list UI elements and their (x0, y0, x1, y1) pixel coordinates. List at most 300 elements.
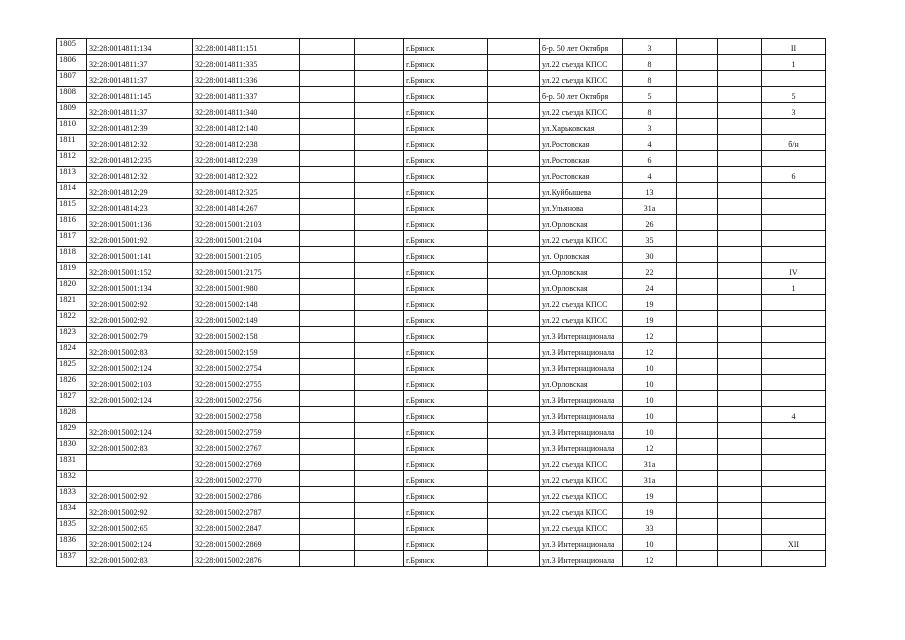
empty-cell (718, 199, 762, 215)
city-cell: г.Брянск (404, 55, 488, 71)
empty-cell (300, 55, 355, 71)
cadastral-number-cell: 32:28:0014812:322 (193, 167, 300, 183)
empty-cell (300, 311, 355, 327)
street-cell: ул.Харьковская (540, 119, 623, 135)
row-number-cell: 1836 (57, 535, 87, 551)
empty-cell (677, 439, 718, 455)
empty-cell (488, 407, 540, 423)
empty-cell (677, 55, 718, 71)
table-row (57, 359, 826, 375)
cadastral-block-cell: 32:28:0014811:37 (87, 103, 193, 119)
cadastral-number-cell: 32:28:0015002:2770 (193, 471, 300, 487)
empty-cell (718, 407, 762, 423)
city-cell: г.Брянск (404, 311, 488, 327)
empty-cell (355, 55, 404, 71)
street-cell: ул.22 съезда КПСС (540, 519, 623, 535)
empty-cell (718, 439, 762, 455)
row-number-cell: 1820 (57, 279, 87, 295)
city-cell: г.Брянск (404, 263, 488, 279)
empty-cell (300, 215, 355, 231)
empty-cell (488, 327, 540, 343)
city-cell: г.Брянск (404, 199, 488, 215)
city-cell: г.Брянск (404, 423, 488, 439)
cadastral-number-cell: 32:28:0015001:2105 (193, 247, 300, 263)
table-row (57, 215, 826, 231)
empty-cell (718, 391, 762, 407)
house-number-cell: 12 (623, 551, 677, 567)
empty-cell (355, 87, 404, 103)
cadastral-number-cell: 32:28:0015001:2175 (193, 263, 300, 279)
empty-cell (300, 503, 355, 519)
empty-cell (355, 423, 404, 439)
empty-cell (355, 391, 404, 407)
empty-cell (677, 71, 718, 87)
empty-cell (718, 503, 762, 519)
house-number-cell: 19 (623, 295, 677, 311)
street-cell: ул.22 съезда КПСС (540, 103, 623, 119)
cadastral-number-cell: 32:28:0015002:2756 (193, 391, 300, 407)
street-cell: ул.22 съезда КПСС (540, 55, 623, 71)
street-cell: ул.3 Интернационала (540, 343, 623, 359)
cadastral-number-cell: 32:28:0015002:2786 (193, 487, 300, 503)
house-number-cell: 30 (623, 247, 677, 263)
empty-cell (355, 359, 404, 375)
table-body (57, 39, 826, 567)
table-row (57, 327, 826, 343)
city-cell: г.Брянск (404, 167, 488, 183)
street-cell: ул.3 Интернационала (540, 407, 623, 423)
house-number-cell: 35 (623, 231, 677, 247)
empty-cell (300, 551, 355, 567)
row-number-cell: 1809 (57, 103, 87, 119)
empty-cell (677, 39, 718, 55)
row-number-cell: 1828 (57, 407, 87, 423)
cadastral-number-cell: 32:28:0015001:2104 (193, 231, 300, 247)
street-cell: ул.22 съезда КПСС (540, 503, 623, 519)
empty-cell (677, 455, 718, 471)
empty-cell (488, 39, 540, 55)
city-cell: г.Брянск (404, 519, 488, 535)
city-cell: г.Брянск (404, 215, 488, 231)
cadastral-number-cell: 32:28:0014814:267 (193, 199, 300, 215)
house-number-cell: 10 (623, 375, 677, 391)
city-cell: г.Брянск (404, 375, 488, 391)
empty-cell (677, 391, 718, 407)
city-cell: г.Брянск (404, 247, 488, 263)
apartment-cell (762, 343, 826, 359)
city-cell: г.Брянск (404, 103, 488, 119)
street-cell: ул.22 съезда КПСС (540, 455, 623, 471)
empty-cell (718, 455, 762, 471)
empty-cell (355, 247, 404, 263)
apartment-cell: 3 (762, 103, 826, 119)
cadastral-number-cell: 32:28:0015002:2754 (193, 359, 300, 375)
empty-cell (488, 359, 540, 375)
table-row (57, 39, 826, 55)
row-number-cell: 1822 (57, 311, 87, 327)
empty-cell (677, 519, 718, 535)
empty-cell (718, 39, 762, 55)
empty-cell (300, 135, 355, 151)
empty-cell (355, 151, 404, 167)
empty-cell (488, 439, 540, 455)
empty-cell (300, 535, 355, 551)
row-number-cell: 1806 (57, 55, 87, 71)
house-number-cell: 31а (623, 471, 677, 487)
street-cell: ул.Орловская (540, 263, 623, 279)
table-row (57, 71, 826, 87)
apartment-cell (762, 215, 826, 231)
empty-cell (718, 551, 762, 567)
empty-cell (355, 167, 404, 183)
cadastral-block-cell (87, 471, 193, 487)
table-row (57, 503, 826, 519)
cadastral-number-cell: 32:28:0015002:159 (193, 343, 300, 359)
row-number-cell: 1825 (57, 359, 87, 375)
empty-cell (677, 327, 718, 343)
empty-cell (677, 423, 718, 439)
row-number-cell: 1824 (57, 343, 87, 359)
empty-cell (677, 151, 718, 167)
cadastral-number-cell: 32:28:0014812:238 (193, 135, 300, 151)
cadastral-block-cell: 32:28:0014812:235 (87, 151, 193, 167)
empty-cell (677, 263, 718, 279)
empty-cell (355, 135, 404, 151)
cadastral-block-cell: 32:28:0014811:134 (87, 39, 193, 55)
apartment-cell (762, 503, 826, 519)
empty-cell (300, 407, 355, 423)
city-cell: г.Брянск (404, 183, 488, 199)
empty-cell (300, 247, 355, 263)
empty-cell (718, 471, 762, 487)
house-number-cell: 10 (623, 423, 677, 439)
empty-cell (300, 519, 355, 535)
table-row (57, 295, 826, 311)
city-cell: г.Брянск (404, 39, 488, 55)
empty-cell (355, 455, 404, 471)
house-number-cell: 22 (623, 263, 677, 279)
empty-cell (488, 247, 540, 263)
row-number-cell: 1805 (57, 39, 87, 55)
empty-cell (300, 455, 355, 471)
street-cell: ул.3 Интернационала (540, 439, 623, 455)
street-cell: ул.Ростовская (540, 135, 623, 151)
street-cell: ул.22 съезда КПСС (540, 71, 623, 87)
cadastral-number-cell: 32:28:0015002:2787 (193, 503, 300, 519)
empty-cell (488, 423, 540, 439)
street-cell: ул.3 Интернационала (540, 391, 623, 407)
cadastral-number-cell: 32:28:0014812:140 (193, 119, 300, 135)
property-register-table (56, 38, 826, 567)
street-cell: ул.Орловская (540, 375, 623, 391)
empty-cell (718, 135, 762, 151)
apartment-cell: XII (762, 535, 826, 551)
city-cell: г.Брянск (404, 87, 488, 103)
street-cell: ул.22 съезда КПСС (540, 311, 623, 327)
empty-cell (718, 359, 762, 375)
empty-cell (300, 295, 355, 311)
house-number-cell: 10 (623, 535, 677, 551)
empty-cell (300, 39, 355, 55)
empty-cell (355, 343, 404, 359)
empty-cell (677, 487, 718, 503)
empty-cell (488, 231, 540, 247)
city-cell: г.Брянск (404, 135, 488, 151)
empty-cell (718, 151, 762, 167)
empty-cell (677, 199, 718, 215)
empty-cell (355, 519, 404, 535)
row-number-cell: 1816 (57, 215, 87, 231)
table-row (57, 231, 826, 247)
apartment-cell: 5 (762, 87, 826, 103)
table-row (57, 535, 826, 551)
city-cell: г.Брянск (404, 455, 488, 471)
empty-cell (488, 535, 540, 551)
empty-cell (488, 103, 540, 119)
empty-cell (718, 215, 762, 231)
table-row (57, 103, 826, 119)
city-cell: г.Брянск (404, 359, 488, 375)
apartment-cell (762, 119, 826, 135)
row-number-cell: 1821 (57, 295, 87, 311)
street-cell: ул.3 Интернационала (540, 359, 623, 375)
city-cell: г.Брянск (404, 343, 488, 359)
table-row (57, 375, 826, 391)
empty-cell (677, 311, 718, 327)
apartment-cell: IV (762, 263, 826, 279)
cadastral-block-cell (87, 455, 193, 471)
empty-cell (355, 215, 404, 231)
empty-cell (718, 295, 762, 311)
city-cell: г.Брянск (404, 487, 488, 503)
house-number-cell: 12 (623, 327, 677, 343)
empty-cell (488, 503, 540, 519)
empty-cell (300, 279, 355, 295)
empty-cell (718, 55, 762, 71)
empty-cell (300, 87, 355, 103)
empty-cell (718, 311, 762, 327)
cadastral-block-cell: 32:28:0015002:124 (87, 359, 193, 375)
empty-cell (718, 183, 762, 199)
row-number-cell: 1833 (57, 487, 87, 503)
table-row (57, 263, 826, 279)
table-row (57, 439, 826, 455)
row-number-cell: 1837 (57, 551, 87, 567)
cadastral-block-cell: 32:28:0014814:23 (87, 199, 193, 215)
apartment-cell: 1 (762, 279, 826, 295)
empty-cell (355, 407, 404, 423)
empty-cell (718, 343, 762, 359)
empty-cell (488, 55, 540, 71)
empty-cell (718, 103, 762, 119)
apartment-cell (762, 487, 826, 503)
city-cell: г.Брянск (404, 503, 488, 519)
empty-cell (677, 295, 718, 311)
empty-cell (300, 375, 355, 391)
house-number-cell: 10 (623, 359, 677, 375)
house-number-cell: 13 (623, 183, 677, 199)
table-row (57, 135, 826, 151)
row-number-cell: 1827 (57, 391, 87, 407)
house-number-cell: 19 (623, 503, 677, 519)
table-row (57, 87, 826, 103)
street-cell: ул.Куйбышева (540, 183, 623, 199)
house-number-cell: 10 (623, 391, 677, 407)
apartment-cell (762, 327, 826, 343)
cadastral-number-cell: 32:28:0014811:337 (193, 87, 300, 103)
cadastral-block-cell: 32:28:0015002:83 (87, 551, 193, 567)
cadastral-block-cell: 32:28:0015001:134 (87, 279, 193, 295)
cadastral-number-cell: 32:28:0015002:2869 (193, 535, 300, 551)
empty-cell (300, 487, 355, 503)
table-row (57, 151, 826, 167)
city-cell: г.Брянск (404, 151, 488, 167)
empty-cell (488, 391, 540, 407)
apartment-cell (762, 151, 826, 167)
table-row (57, 455, 826, 471)
empty-cell (300, 439, 355, 455)
row-number-cell: 1830 (57, 439, 87, 455)
empty-cell (718, 247, 762, 263)
empty-cell (677, 119, 718, 135)
cadastral-block-cell: 32:28:0015002:124 (87, 423, 193, 439)
empty-cell (488, 311, 540, 327)
table-row (57, 407, 826, 423)
empty-cell (718, 327, 762, 343)
row-number-cell: 1807 (57, 71, 87, 87)
empty-cell (355, 199, 404, 215)
cadastral-block-cell: 32:28:0014811:145 (87, 87, 193, 103)
table-row (57, 119, 826, 135)
cadastral-number-cell: 32:28:0014811:335 (193, 55, 300, 71)
empty-cell (488, 295, 540, 311)
house-number-cell: 33 (623, 519, 677, 535)
house-number-cell: 8 (623, 103, 677, 119)
empty-cell (300, 183, 355, 199)
cadastral-number-cell: 32:28:0015002:2759 (193, 423, 300, 439)
empty-cell (488, 183, 540, 199)
cadastral-number-cell: 32:28:0015002:2767 (193, 439, 300, 455)
empty-cell (355, 119, 404, 135)
empty-cell (677, 407, 718, 423)
city-cell: г.Брянск (404, 231, 488, 247)
apartment-cell (762, 439, 826, 455)
empty-cell (355, 263, 404, 279)
empty-cell (300, 151, 355, 167)
house-number-cell: 26 (623, 215, 677, 231)
empty-cell (718, 375, 762, 391)
empty-cell (677, 471, 718, 487)
row-number-cell: 1831 (57, 455, 87, 471)
row-number-cell: 1815 (57, 199, 87, 215)
empty-cell (677, 167, 718, 183)
empty-cell (677, 135, 718, 151)
empty-cell (677, 247, 718, 263)
street-cell: ул.22 съезда КПСС (540, 487, 623, 503)
table-row (57, 183, 826, 199)
house-number-cell: 12 (623, 343, 677, 359)
city-cell: г.Брянск (404, 535, 488, 551)
empty-cell (488, 135, 540, 151)
street-cell: ул. Орловская (540, 247, 623, 263)
empty-cell (300, 471, 355, 487)
empty-cell (300, 263, 355, 279)
street-cell: ул.22 съезда КПСС (540, 471, 623, 487)
empty-cell (355, 71, 404, 87)
city-cell: г.Брянск (404, 471, 488, 487)
empty-cell (718, 231, 762, 247)
cadastral-block-cell: 32:28:0015002:124 (87, 535, 193, 551)
empty-cell (677, 503, 718, 519)
row-number-cell: 1819 (57, 263, 87, 279)
empty-cell (355, 295, 404, 311)
row-number-cell: 1817 (57, 231, 87, 247)
empty-cell (488, 471, 540, 487)
table-row (57, 343, 826, 359)
empty-cell (355, 503, 404, 519)
empty-cell (355, 535, 404, 551)
empty-cell (718, 167, 762, 183)
empty-cell (300, 103, 355, 119)
cadastral-block-cell: 32:28:0015002:65 (87, 519, 193, 535)
empty-cell (355, 375, 404, 391)
city-cell: г.Брянск (404, 327, 488, 343)
cadastral-block-cell: 32:28:0014812:32 (87, 135, 193, 151)
cadastral-number-cell: 32:28:0015002:2758 (193, 407, 300, 423)
row-number-cell: 1834 (57, 503, 87, 519)
house-number-cell: 3 (623, 39, 677, 55)
empty-cell (355, 487, 404, 503)
empty-cell (355, 279, 404, 295)
empty-cell (488, 279, 540, 295)
house-number-cell: 8 (623, 71, 677, 87)
empty-cell (718, 71, 762, 87)
cadastral-number-cell: 32:28:0015001:2103 (193, 215, 300, 231)
house-number-cell: 24 (623, 279, 677, 295)
cadastral-number-cell: 32:28:0014812:325 (193, 183, 300, 199)
row-number-cell: 1818 (57, 247, 87, 263)
empty-cell (677, 183, 718, 199)
table-row (57, 55, 826, 71)
cadastral-block-cell: 32:28:0015002:83 (87, 343, 193, 359)
apartment-cell (762, 247, 826, 263)
street-cell: ул.Орловская (540, 279, 623, 295)
cadastral-block-cell: 32:28:0015002:79 (87, 327, 193, 343)
street-cell: ул.3 Интернационала (540, 551, 623, 567)
empty-cell (488, 199, 540, 215)
empty-cell (677, 279, 718, 295)
row-number-cell: 1814 (57, 183, 87, 199)
empty-cell (488, 375, 540, 391)
apartment-cell (762, 311, 826, 327)
house-number-cell: 12 (623, 439, 677, 455)
empty-cell (488, 263, 540, 279)
empty-cell (355, 471, 404, 487)
city-cell: г.Брянск (404, 279, 488, 295)
street-cell: ул.22 съезда КПСС (540, 295, 623, 311)
table-row (57, 167, 826, 183)
empty-cell (355, 103, 404, 119)
cadastral-number-cell: 32:28:0014811:336 (193, 71, 300, 87)
empty-cell (677, 535, 718, 551)
apartment-cell: 6 (762, 167, 826, 183)
table-row (57, 391, 826, 407)
city-cell: г.Брянск (404, 391, 488, 407)
table-row (57, 247, 826, 263)
apartment-cell: II (762, 39, 826, 55)
apartment-cell (762, 199, 826, 215)
street-cell: б-р. 50 лет Октября (540, 87, 623, 103)
